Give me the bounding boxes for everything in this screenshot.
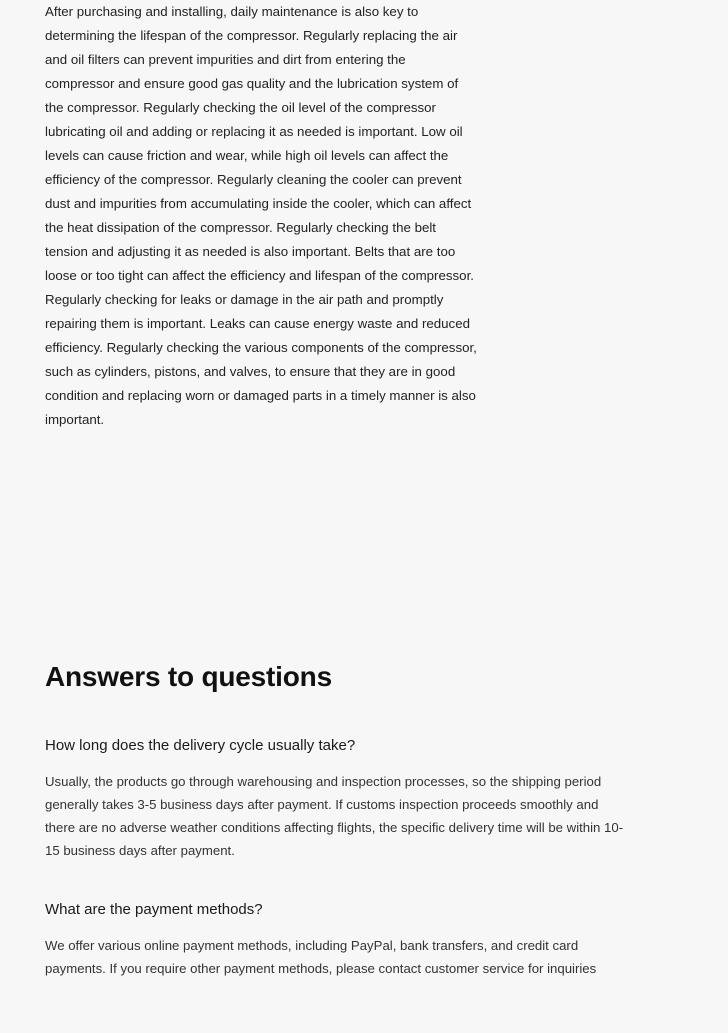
maintenance-paragraph: After purchasing and installing, daily maintenance is also key to determining the lifespan of the compressor. Regularly replacing the air and oil filters can prevent impurities and dirt from entering the compressor and ensure good gas quality and the lubrication system of the compressor. Regularly checking the oil level of the compressor lubricating oil and adding or replacing it as needed is important. Low oil levels can cause friction and wear, while high oil levels can affect the efficiency of the compressor. Regularly cleaning the cooler can prevent dust and impurities from accumulating inside the cooler, which can affect the heat dissipation of the compressor. Regularly checking the belt tension and adjusting it as needed is also important. Belts that are too loose or too tight can affect the efficiency and lifespan of the compressor. Regularly checking for leaks or damage in the air path and promptly repairing them is important. Leaks can cause energy waste and reduced efficiency. Regularly checking the various components of the compressor, such as cylinders, pistons, and valves, to ensure that they are in good condition and replacing worn or damaged parts in a timely manner is also important. [45,4,477,427]
faq-question: How long does the delivery cycle usually take? [45,737,356,754]
maintenance-intro-section [45,0,477,432]
faq-heading: Answers to questions [45,661,332,692]
faq-answer: Usually, the products go through warehousing and inspection processes, so the shipping period generally takes 3-5 business days after payment. If customs inspection proceeds smoothly and there are no adverse weather conditions affecting flights, the specific delivery time will be within 10-15 business days after payment. [45,774,624,858]
faq-answer: We offer various online payment methods, including PayPal, bank transfers, and credit card payments. If you require other payment methods, please contact customer service for inquiries [45,938,597,976]
faq-section [45,660,645,980]
faq-item [45,900,645,980]
faq-question: What are the payment methods? [45,901,263,918]
faq-item [45,736,645,862]
